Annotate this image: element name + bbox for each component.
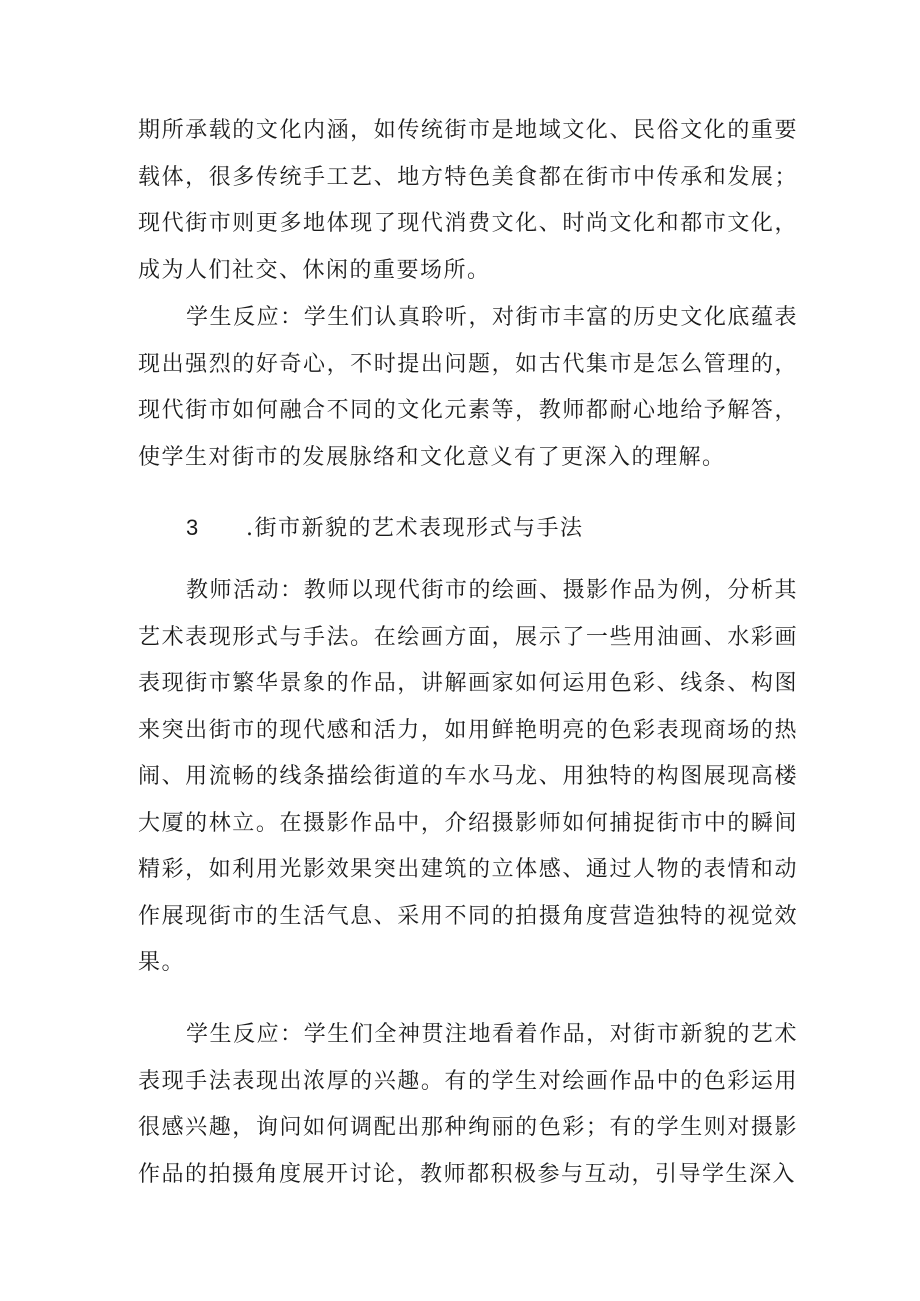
section-title: .街市新貌的艺术表现形式与手法 xyxy=(246,516,584,541)
paragraph-student-response-2: 学生反应：学生们全神贯注地看着作品，对街市新貌的艺术表现手法表现出浓厚的兴趣。有的学生对绘画作品中的色彩运用很感兴趣，询问如何调配出那种绚丽的色彩；有的学生则对摄影作品的拍摄角度展开讨论，教师都积极参与互动，引导学生深入 xyxy=(138,1022,798,1187)
paragraph-cultural-connotation: 期所承载的文化内涵，如传统街市是地域文化、民俗文化的重要载体，很多传统手工艺、地方特色美食都在街市中传承和发展；现代街市则更多地体现了现代消费文化、时尚文化和都市文化，成为人们社交、休闲的重要场所。 xyxy=(138,118,798,283)
section-heading xyxy=(186,505,584,553)
section-number: 3 xyxy=(186,515,200,540)
paragraph-teacher-activity: 教师活动：教师以现代街市的绘画、摄影作品为例，分析其艺术表现形式与手法。在绘画方面，展示了一些用油画、水彩画表现街市繁华景象的作品，讲解画家如何运用色彩、线条、构图来突出街市的现代感和活力，如用鲜艳明亮的色彩表现商场的热闹、用流畅的线条描绘街道的车水马龙、用独特的构图展现高楼大厦的林立。在摄影作品中，介绍摄影师如何捕捉街市中的瞬间精彩，如利用光影效果突出建筑的立体感、通过人物的表情和动作展现街市的生活气息、采用不同的拍摄角度营造独特的视觉效果。 xyxy=(138,578,798,975)
paragraph-student-response-1: 学生反应：学生们认真聆听，对街市丰富的历史文化底蕴表现出强烈的好奇心，不时提出问题，如古代集市是怎么管理的，现代街市如何融合不同的文化元素等，教师都耐心地给予解答，使学生对街市的发展脉络和文化意义有了更深入的理解。 xyxy=(138,305,798,470)
